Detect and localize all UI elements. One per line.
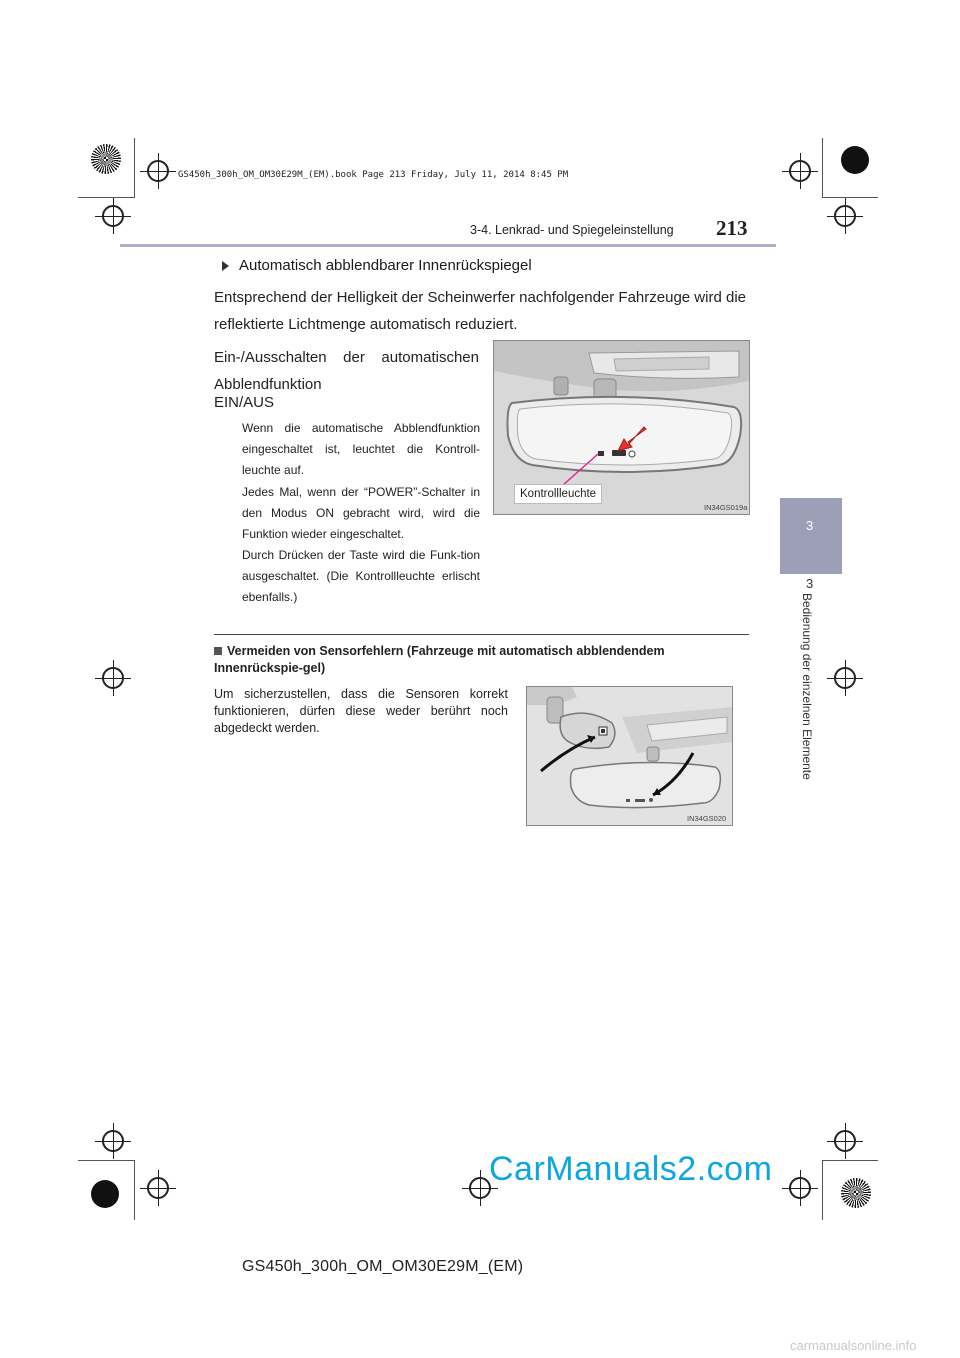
registration-mark-icon bbox=[147, 1177, 169, 1199]
dark-mark-icon bbox=[91, 1180, 119, 1208]
registration-mark-icon bbox=[469, 1177, 491, 1199]
registration-mark-icon bbox=[834, 667, 856, 689]
crop-line bbox=[78, 1160, 134, 1161]
registration-mark-icon bbox=[789, 160, 811, 182]
header-rule bbox=[120, 244, 776, 247]
detail-2: Jedes Mal, wenn der “POWER”-Schalter in den Modus ON gebracht wird, wird die Funktion wieder eingeschaltet. bbox=[242, 485, 480, 541]
chapter-label: Bedienung der einzelnen Elemente bbox=[800, 593, 814, 780]
section-title: 3-4. Lenkrad- und Spiegeleinstellung bbox=[470, 223, 674, 237]
crop-line bbox=[822, 1160, 878, 1161]
sensor-illustration bbox=[527, 687, 732, 825]
section-heading bbox=[222, 256, 532, 276]
triangle-bullet-icon bbox=[222, 261, 229, 271]
page-number: 213 bbox=[716, 216, 748, 240]
watermark-small: carmanualsonline.info bbox=[790, 1338, 917, 1353]
registration-mark-icon bbox=[102, 205, 124, 227]
crop-line bbox=[822, 138, 823, 198]
starburst-mark-icon bbox=[91, 144, 121, 174]
heading-text: Automatisch abblendbarer Innenrückspiegel bbox=[239, 257, 532, 274]
registration-mark-icon bbox=[834, 1130, 856, 1152]
on-off-label: EIN/AUS bbox=[214, 394, 275, 411]
intro-paragraph: Entsprechend der Helligkeit der Scheinwerfer nachfolgender Fahrzeuge wird die reflektierte Lichtmenge automatisch reduziert. bbox=[214, 289, 746, 333]
toggle-title: Ein-/Ausschalten der automatischen Abblendfunktion bbox=[214, 349, 479, 393]
crop-line bbox=[134, 138, 135, 198]
detail-1: Wenn die automatische Abblendfunktion eingeschaltet ist, leuchtet die Kontroll-leuchte auf. bbox=[242, 421, 480, 477]
registration-mark-icon bbox=[102, 1130, 124, 1152]
registration-mark-icon bbox=[789, 1177, 811, 1199]
chapter-tab-number: 3 bbox=[806, 518, 814, 533]
figure-code: IN34GS019a bbox=[704, 503, 748, 512]
registration-mark-icon bbox=[102, 667, 124, 689]
mirror-figure bbox=[493, 340, 750, 515]
book-info: GS450h_300h_OM_OM30E29M_(EM).book Page 213 Friday, July 11, 2014 8:45 PM bbox=[178, 170, 569, 180]
crop-line bbox=[822, 1160, 823, 1220]
crop-line bbox=[822, 197, 878, 198]
notes-title bbox=[214, 643, 749, 677]
registration-mark-icon bbox=[834, 205, 856, 227]
model-code: GS450h_300h_OM_OM30E29M_(EM) bbox=[242, 1258, 524, 1275]
dark-mark-icon bbox=[841, 146, 869, 174]
notes-title-text: Vermeiden von Sensorfehlern (Fahrzeuge mit automatisch abblendendem Innenrückspie-gel) bbox=[214, 644, 665, 675]
crop-line bbox=[134, 1160, 135, 1220]
watermark: CarManuals2.com bbox=[489, 1150, 773, 1188]
sensor-figure bbox=[526, 686, 733, 826]
detail-3: Durch Drücken der Taste wird die Funk-tion ausgeschaltet. (Die Kontrollleuchte erlischt ebenfalls.) bbox=[242, 548, 480, 604]
crop-line bbox=[78, 197, 134, 198]
figure-code: IN34GS020 bbox=[687, 814, 727, 823]
chapter-tab bbox=[780, 498, 842, 574]
section-divider bbox=[214, 634, 749, 635]
callout-label: Kontrollleuchte bbox=[514, 484, 602, 504]
starburst-mark-icon bbox=[841, 1178, 871, 1208]
notes-text: Um sicherzustellen, dass die Sensoren korrekt funktionieren, dürfen diese weder berührt noch abgedeckt werden. bbox=[214, 687, 508, 735]
square-bullet-icon bbox=[214, 647, 222, 655]
chapter-number: 3 bbox=[806, 576, 814, 591]
registration-mark-icon bbox=[147, 160, 169, 182]
